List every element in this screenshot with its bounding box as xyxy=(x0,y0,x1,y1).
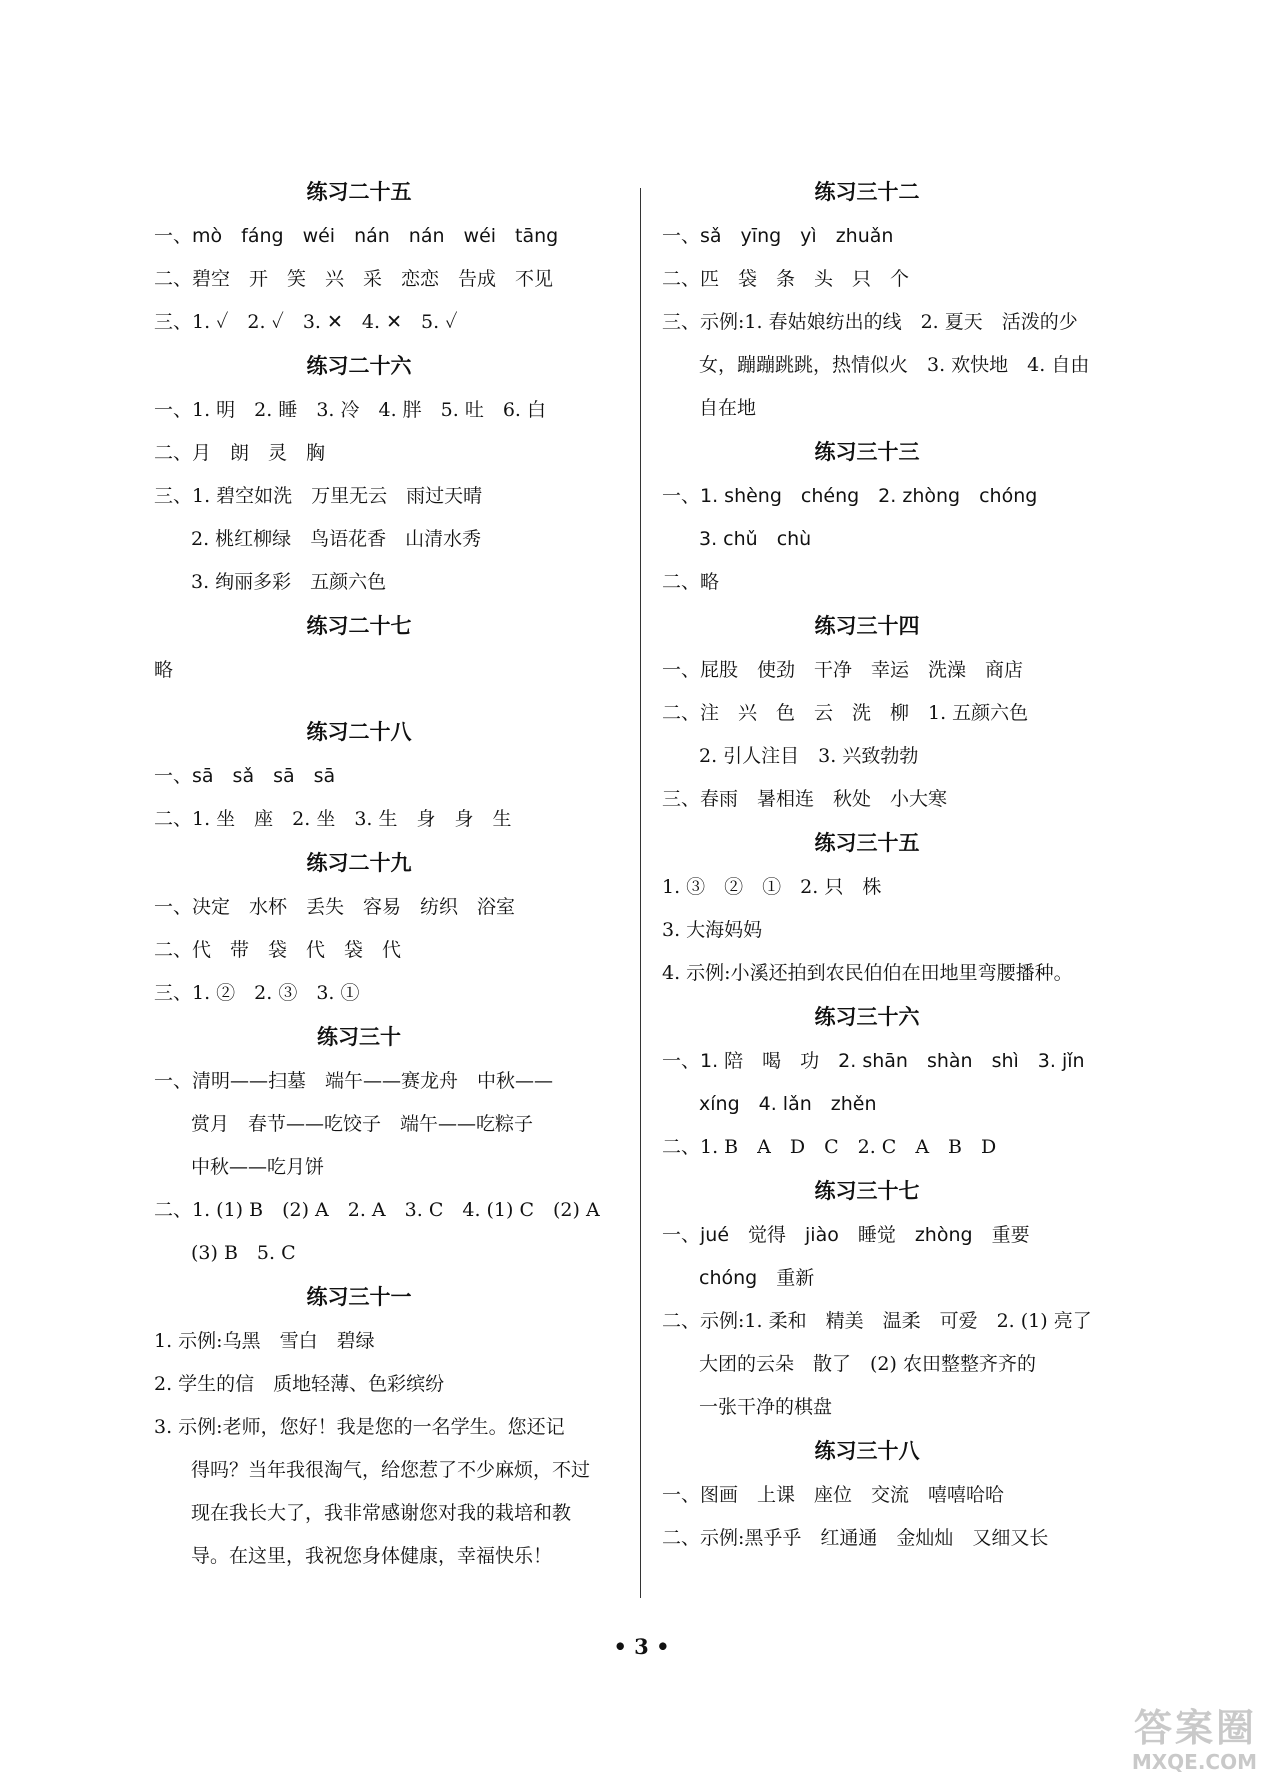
answer-line: 大团的云朵 散了 (2) 农田整整齐齐的 xyxy=(699,1353,1036,1375)
answer-line: 二、注 兴 色 云 洗 柳 1. 五颜六色 xyxy=(662,702,1029,724)
answer-line: 赏月 春节——吃饺子 端午——吃粽子 xyxy=(191,1113,534,1135)
answer-line: 二、碧空 开 笑 兴 采 恋恋 告成 不见 xyxy=(154,268,554,290)
answer-line: 导。在这里，我祝您身体健康，幸福快乐！ xyxy=(191,1545,553,1567)
answer-line: 三、1. ② 2. ③ 3. ① xyxy=(154,982,360,1004)
answer-line: 二、1. 坐 座 2. 坐 3. 生 身 身 生 xyxy=(154,808,512,830)
answer-line: 4. 示例:小溪还拍到农民伯伯在田地里弯腰播种。 xyxy=(662,962,1073,984)
answer-line: 3. 绚丽多彩 五颜六色 xyxy=(191,571,387,593)
answer-line: (3) B 5. C xyxy=(191,1242,296,1264)
section-title: 练习三十二 xyxy=(814,179,920,204)
section-title: 练习二十七 xyxy=(306,613,412,638)
section-title: 练习三十一 xyxy=(306,1284,412,1309)
answer-line: 二、1. (1) B (2) A 2. A 3. C 4. (1) C (2) A xyxy=(154,1199,600,1221)
answer-line: 三、1. ✓ 2. ✓ 3. ✕ 4. ✕ 5. ✓ xyxy=(154,311,458,333)
answer-line: 一、屁股 使劲 干净 幸运 洗澡 商店 xyxy=(662,659,1024,681)
answer-line: 3. 大海妈妈 xyxy=(662,919,763,941)
right-column xyxy=(662,168,1092,1568)
answer-line: 三、春雨 暑相连 秋处 小大寒 xyxy=(662,788,948,810)
answer-line: 二、1. B A D C 2. C A B D xyxy=(662,1136,997,1158)
answer-line: 1. ③ ② ① 2. 只 株 xyxy=(662,876,882,898)
answer-line: 自在地 xyxy=(699,397,757,419)
column-divider xyxy=(640,188,641,1598)
section-title: 练习二十五 xyxy=(306,179,412,204)
answer-line: 略 xyxy=(154,659,174,681)
answer-line: 女，蹦蹦跳跳，热情似火 3. 欢快地 4. 自由 xyxy=(699,354,1090,376)
left-column xyxy=(154,168,600,1586)
answer-line: 2. 学生的信 质地轻薄、色彩缤纷 xyxy=(154,1373,445,1395)
answer-line: 得吗？当年我很淘气，给您惹了不少麻烦，不过 xyxy=(191,1459,591,1481)
section-title: 练习三十五 xyxy=(814,830,920,855)
section-title: 练习二十六 xyxy=(306,353,412,378)
section-title: 练习三十 xyxy=(317,1024,401,1049)
answer-line: 三、示例:1. 春姑娘纺出的线 2. 夏天 活泼的少 xyxy=(662,311,1078,333)
answer-line: 一、mò fáng wéi nán nán wéi tāng xyxy=(154,225,559,247)
answer-line: 一、决定 水杯 丢失 容易 纺织 浴室 xyxy=(154,896,516,918)
answer-line: 现在我长大了，我非常感谢您对我的栽培和教 xyxy=(191,1502,572,1524)
answer-line: 1. 示例:乌黑 雪白 碧绿 xyxy=(154,1330,375,1352)
answer-line: 一张干净的棋盘 xyxy=(699,1396,833,1418)
answer-line: 3. 示例:老师，您好！我是您的一名学生。您还记 xyxy=(154,1416,565,1438)
answer-line: 一、sǎ yīng yì zhuǎn xyxy=(662,225,894,247)
answer-line: 三、1. 碧空如洗 万里无云 雨过天晴 xyxy=(154,485,483,507)
answer-line: 一、1. 明 2. 睡 3. 冷 4. 胖 5. 吐 6. 白 xyxy=(154,399,547,421)
answer-line: chóng 重新 xyxy=(699,1267,815,1289)
watermark-url: MXQE.COM xyxy=(1131,1750,1257,1774)
answer-line: 一、1. shèng chéng 2. zhòng chóng xyxy=(662,485,1038,507)
answer-line: 二、示例:1. 柔和 精美 温柔 可爱 2. (1) 亮了 xyxy=(662,1310,1092,1332)
answer-line: xíng 4. lǎn zhěn xyxy=(699,1093,877,1115)
watermark-logo xyxy=(1037,1706,1257,1774)
answer-line: 2. 桃红柳绿 鸟语花香 山清水秀 xyxy=(191,528,482,550)
answer-line: 二、示例:黑乎乎 红通通 金灿灿 又细又长 xyxy=(662,1527,1049,1549)
answer-line: 一、sā sǎ sā sā xyxy=(154,765,336,787)
section-title: 练习二十九 xyxy=(306,850,412,875)
answer-line: 一、1. 陪 喝 功 2. shān shàn shì 3. jǐn xyxy=(662,1050,1085,1072)
section-title: 练习三十八 xyxy=(814,1438,920,1463)
answer-line: 二、月 朗 灵 胸 xyxy=(154,442,326,464)
answer-line: 二、代 带 袋 代 袋 代 xyxy=(154,939,402,961)
section-title: 练习三十七 xyxy=(814,1178,920,1203)
answer-line: 二、略 xyxy=(662,571,720,593)
section-title: 练习二十八 xyxy=(306,719,412,744)
page-number: • 3 • xyxy=(613,1634,670,1659)
section-title: 练习三十四 xyxy=(814,613,920,638)
answer-line: 二、匹 袋 条 头 只 个 xyxy=(662,268,910,290)
watermark-text: 答案圈 xyxy=(1133,1706,1257,1750)
answer-line: 一、图画 上课 座位 交流 嘻嘻哈哈 xyxy=(662,1484,1005,1506)
answer-line: 一、清明——扫墓 端午——赛龙舟 中秋—— xyxy=(154,1070,554,1092)
section-title: 练习三十六 xyxy=(814,1004,920,1029)
answer-line: 3. chǔ chù xyxy=(699,528,812,550)
section-title: 练习三十三 xyxy=(814,439,920,464)
answer-line: 2. 引人注目 3. 兴致勃勃 xyxy=(699,745,919,767)
answer-line: 一、jué 觉得 jiào 睡觉 zhòng 重要 xyxy=(662,1224,1030,1246)
answer-line: 中秋——吃月饼 xyxy=(191,1156,325,1178)
